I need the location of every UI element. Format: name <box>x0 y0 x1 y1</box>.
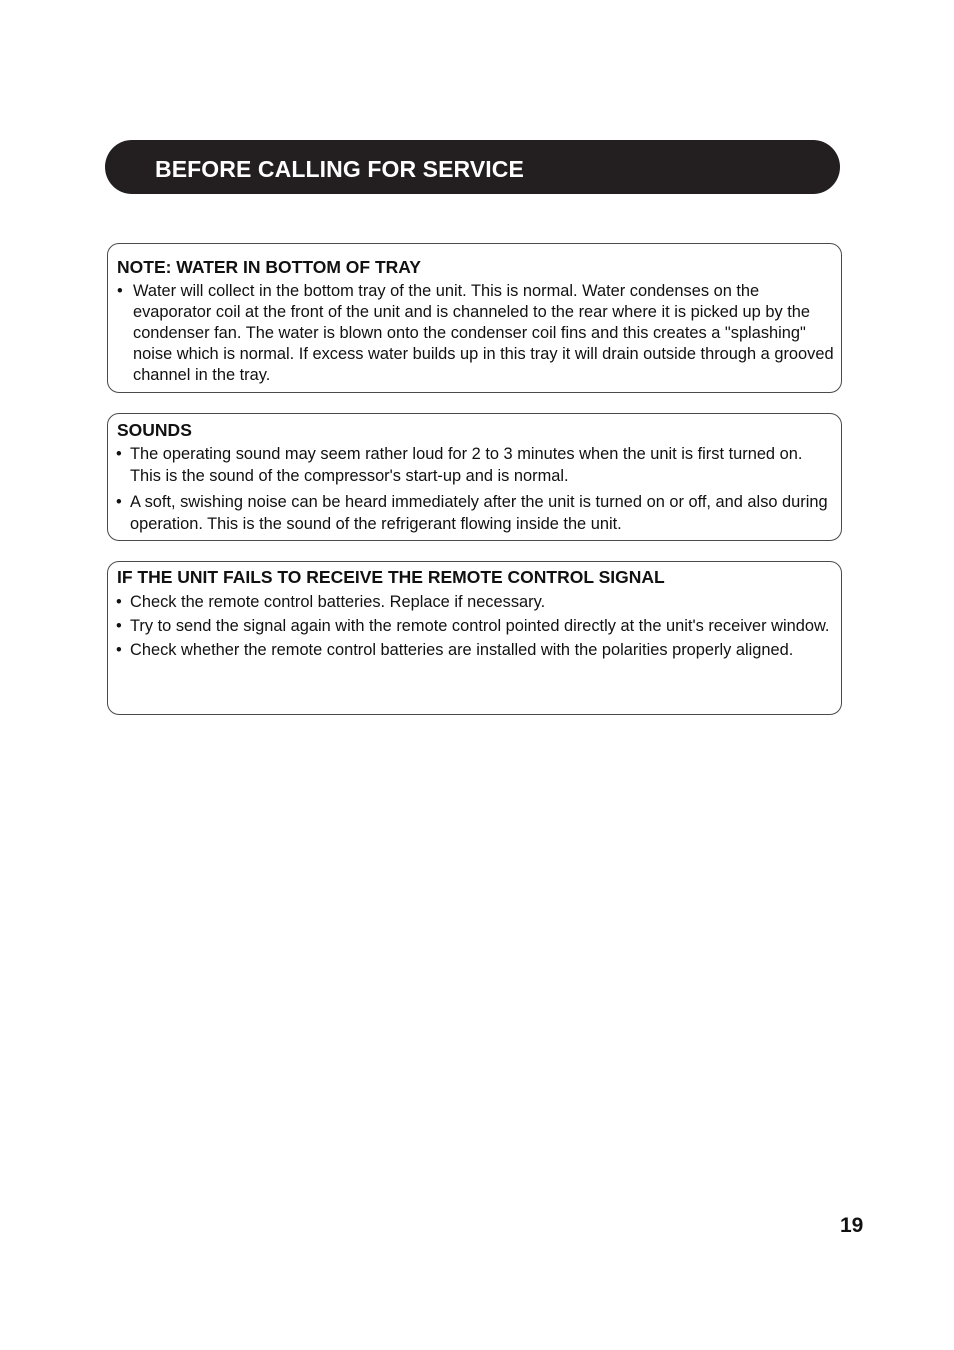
page-number: 19 <box>840 1214 864 1237</box>
section-heading: IF THE UNIT FAILS TO RECEIVE THE REMOTE CONTROL SIGNAL <box>117 567 665 587</box>
section-heading: SOUNDS <box>117 420 192 440</box>
list-item <box>108 614 841 638</box>
list-item <box>108 443 841 487</box>
list-item-text: Check the remote control batteries. Replace if necessary. <box>130 593 546 611</box>
bullet-icon: • <box>116 617 122 635</box>
list-item <box>108 281 841 386</box>
bullet-list <box>108 443 841 535</box>
bullet-list <box>108 590 841 662</box>
bullet-icon: • <box>116 445 122 463</box>
section-heading: NOTE: WATER IN BOTTOM OF TRAY <box>117 257 421 277</box>
sounds-box <box>107 413 842 541</box>
bullet-icon: • <box>116 493 122 511</box>
list-item <box>108 590 841 614</box>
list-item-text: A soft, swishing noise can be heard immediately after the unit is turned on or off, and also during operation. This is the sound of the refrigerant flowing inside the unit. <box>130 493 828 533</box>
bullet-icon: • <box>116 641 122 659</box>
bullet-icon: • <box>117 282 123 300</box>
list-item-text: Check whether the remote control batteries are installed with the polarities properly aligned. <box>130 641 794 659</box>
list-item-text: The operating sound may seem rather loud for 2 to 3 minutes when the unit is first turned on. This is the sound of the compressor's start-up and is normal. <box>130 445 803 485</box>
remote-signal-box <box>107 561 842 715</box>
bullet-icon: • <box>116 593 122 611</box>
section-header-bar <box>105 140 840 194</box>
list-item-text: Water will collect in the bottom tray of the unit. This is normal. Water condenses on the evaporator coil at the front of the unit and is channeled to the rear where it is picked up by the condenser fan. The water is blown onto the condenser coil fins and this creates a "splashing" noise which is normal. If excess water builds up in this tray it will drain outside through a grooved channel in the tray. <box>133 282 834 384</box>
bullet-list <box>108 281 841 386</box>
list-item-text: Try to send the signal again with the remote control pointed directly at the unit's receiver window. <box>130 617 830 635</box>
note-water-tray-box <box>107 243 842 393</box>
page-title: BEFORE CALLING FOR SERVICE <box>155 156 524 182</box>
list-item <box>108 491 841 535</box>
list-item <box>108 638 841 662</box>
